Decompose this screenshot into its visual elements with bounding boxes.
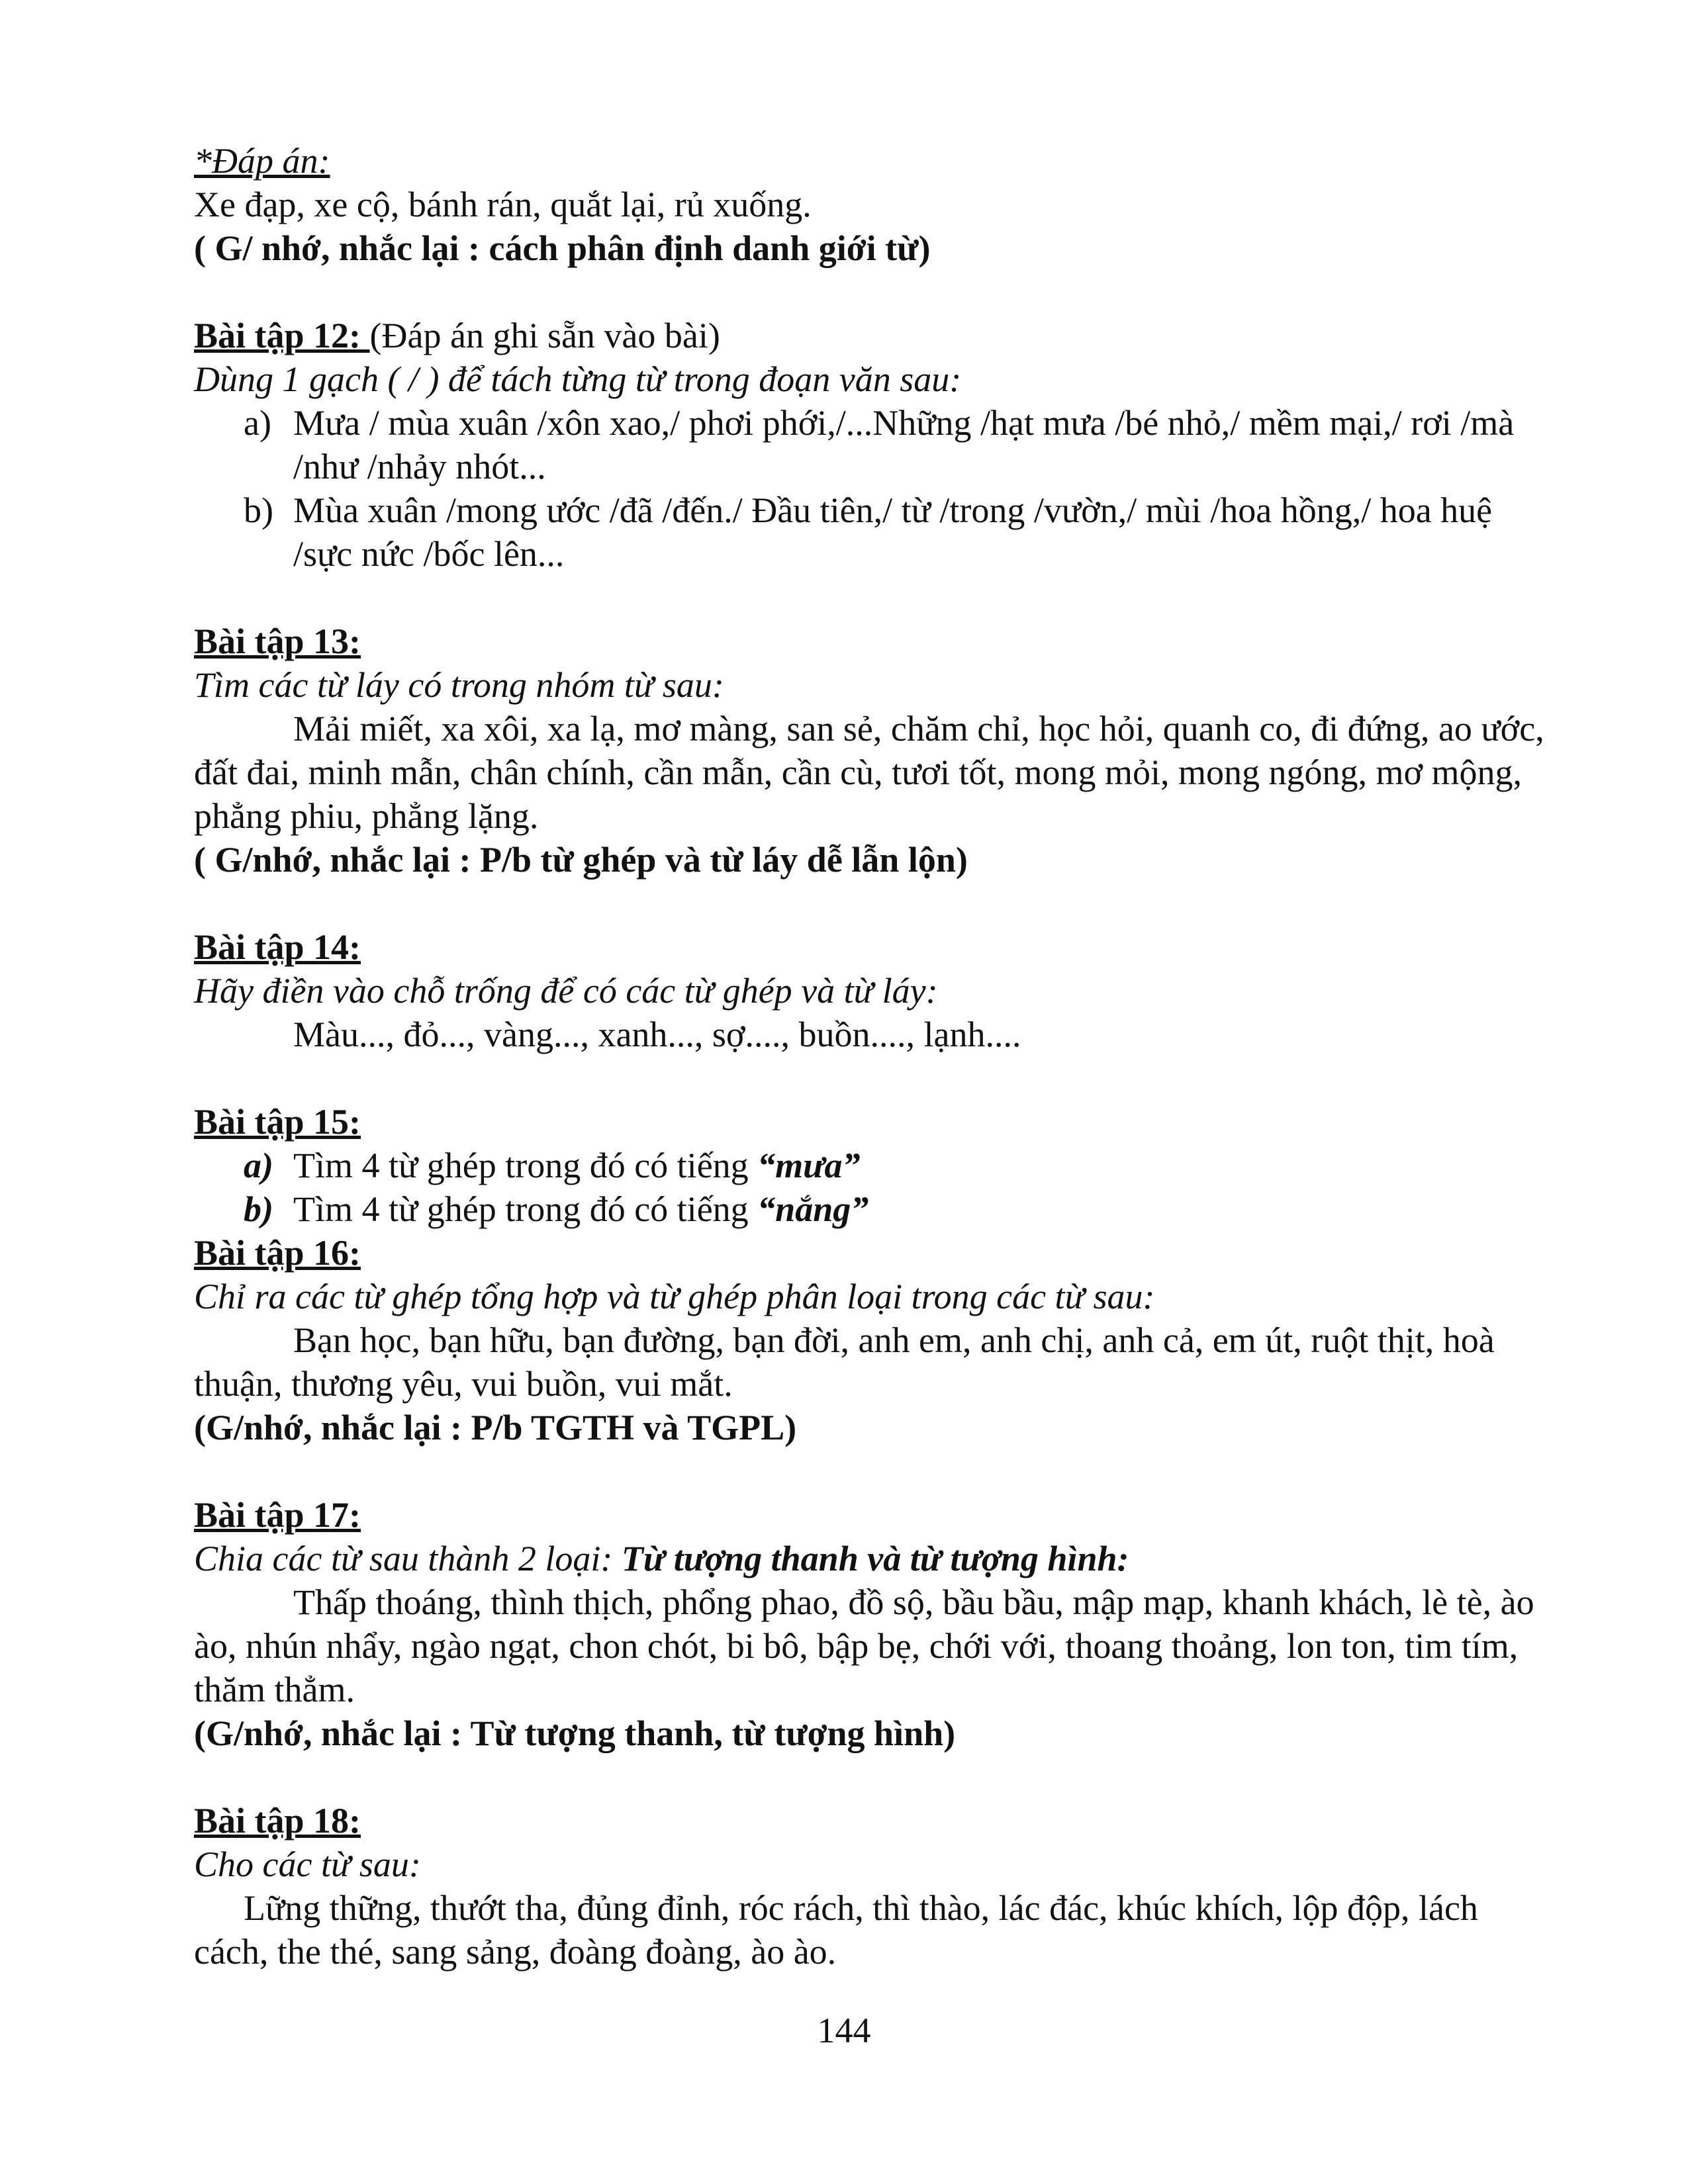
exercise-17-title: Bài tập 17: <box>194 1495 361 1535</box>
exercise-instruction <box>194 1537 1558 1580</box>
exercise-12 <box>194 314 1558 357</box>
exercise-instruction: Chỉ ra các từ ghép tổng hợp và từ ghép phân loại trong các từ sau: <box>194 1277 1155 1316</box>
exercise-18-title: Bài tập 18: <box>194 1801 361 1841</box>
teacher-note: ( G/ nhớ, nhắc lại : cách phân định danh giới từ) <box>194 228 931 268</box>
teacher-note: (G/nhớ, nhắc lại : P/b TGTH và TGPL) <box>194 1408 797 1447</box>
list-item-text: Tìm 4 từ ghép trong đó có tiếng <box>293 1146 758 1185</box>
list-item-text: Mùa xuân /mong ước /đã /đến./ Đầu tiên,/ từ /trong /vườn,/ mùi /hoa hồng,/ hoa huệ /sực nức /bốc lên... <box>293 490 1493 574</box>
spacer <box>194 1755 1558 1799</box>
list-marker: b) <box>244 490 273 530</box>
spacer <box>194 1056 1558 1100</box>
exercise-instruction: Tìm các từ láy có trong nhóm từ sau: <box>194 665 724 705</box>
exercise-15-title: Bài tập 15: <box>194 1102 361 1142</box>
exercise-16-title: Bài tập 16: <box>194 1233 361 1273</box>
highlighted-word: “nắng” <box>757 1189 869 1229</box>
exercise-body: Thấp thoáng, thình thịch, phổng phao, đồ sộ, bầu bầu, mập mạp, khanh khách, lè tè, ào ào, nhún nhẩy, ngào ngạt, chon chót, bi bô, bập bẹ, chới với, thoang thoảng, lon ton, tim tím, thăm thẳm. <box>194 1582 1534 1709</box>
list-item <box>194 488 1558 576</box>
list-item <box>194 401 1558 488</box>
spacer <box>194 270 1558 314</box>
exercise-instruction: Cho các từ sau: <box>194 1844 421 1884</box>
spacer <box>194 1449 1558 1493</box>
document-page <box>194 139 1558 1974</box>
teacher-note: ( G/nhớ, nhắc lại : P/b từ ghép và từ láy dễ lẫn lộn) <box>194 840 968 880</box>
answer-text: Xe đạp, xe cộ, bánh rán, quắt lại, rủ xuống. <box>194 185 812 224</box>
teacher-note: (G/nhớ, nhắc lại : Từ tượng thanh, từ tượng hình) <box>194 1713 956 1753</box>
answer-heading: *Đáp án: <box>194 141 330 181</box>
page-number: 144 <box>817 2011 871 2050</box>
spacer <box>194 882 1558 925</box>
exercise-body: Bạn học, bạn hữu, bạn đường, bạn đời, anh em, anh chị, anh cả, em út, ruột thịt, hoà thuận, thương yêu, vui buồn, vui mắt. <box>194 1320 1495 1404</box>
list-item <box>194 1187 1558 1231</box>
list-item-text: Tìm 4 từ ghép trong đó có tiếng <box>293 1189 758 1229</box>
exercise-title-suffix: (Đáp án ghi sẵn vào bài) <box>369 316 720 355</box>
list-marker: b) <box>244 1189 273 1229</box>
list-marker: a) <box>244 1146 273 1185</box>
list-marker: a) <box>244 403 271 443</box>
instruction-text: Chia các từ sau thành 2 loại: <box>194 1539 622 1578</box>
highlighted-word: “mưa” <box>757 1146 861 1185</box>
exercise-body: Lững thững, thướt tha, đủng đỉnh, róc rách, thì thào, lác đác, khúc khích, lộp độp, lách cách, the thé, sang sảng, đoàng đoàng, ào ào. <box>194 1888 1478 1972</box>
spacer <box>194 576 1558 619</box>
exercise-instruction: Dùng 1 gạch ( / ) để tách từng từ trong đoạn văn sau: <box>194 359 962 399</box>
exercise-14-title: Bài tập 14: <box>194 927 361 967</box>
exercise-body: Màu..., đỏ..., vàng..., xanh..., sợ...., buồn...., lạnh.... <box>293 1015 1021 1054</box>
instruction-emphasis: Từ tượng thanh và từ tượng hình: <box>621 1539 1129 1578</box>
exercise-13-title: Bài tập 13: <box>194 621 361 661</box>
list-item-text: Mưa / mùa xuân /xôn xao,/ phơi phới,/...Những /hạt mưa /bé nhỏ,/ mềm mại,/ rơi /mà /như /nhảy nhót... <box>293 403 1515 486</box>
exercise-body: Mải miết, xa xôi, xa lạ, mơ màng, san sẻ, chăm chỉ, học hỏi, quanh co, đi đứng, ao ước, đất đai, minh mẫn, chân chính, cần mẫn, cần cù, tươi tốt, mong mỏi, mong ngóng, mơ mộng, phẳng phiu, phẳng lặng. <box>194 709 1544 836</box>
exercise-instruction: Hãy điền vào chỗ trống để có các từ ghép và từ láy: <box>194 971 938 1011</box>
exercise-title: Bài tập 12: <box>194 316 370 355</box>
list-item <box>194 1144 1558 1187</box>
